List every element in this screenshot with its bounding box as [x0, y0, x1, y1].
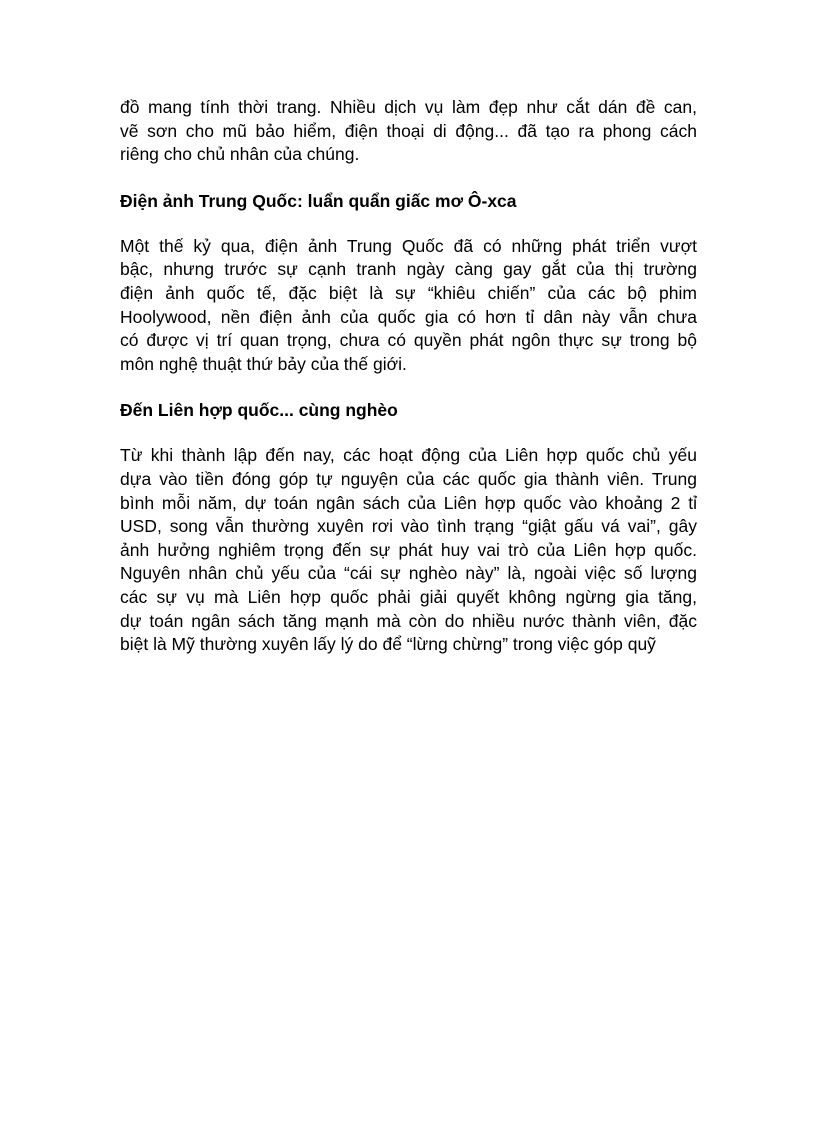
text-line: riêng cho chủ nhân của chúng. [120, 144, 360, 165]
text-line: dựa vào tiền đóng góp tự nguyện của các quốc gia thành viên. Trung [120, 468, 697, 489]
text-line: Nguyên nhân chủ yếu của “cái sự nghèo này” là, ngoài việc số lượng [120, 563, 697, 584]
text-line: Từ khi thành lập đến nay, các hoạt động của Liên hợp quốc chủ yếu [120, 445, 697, 466]
text-line: Hoolywood, nền điện ảnh của quốc gia có hơn tỉ dân này vẫn chưa [120, 306, 697, 327]
text-line: vẽ sơn cho mũ bảo hiểm, điện thoại di động... đã tạo ra phong cách [120, 120, 697, 141]
section-heading-united-nations: Đến Liên hợp quốc... cùng nghèo [120, 400, 398, 421]
text-line: các sự vụ mà Liên hợp quốc phải giải quyết không ngừng gia tăng, [120, 586, 697, 607]
text-line: biệt là Mỹ thường xuyên lấy lý do để “lừng chừng” trong việc góp quỹ [120, 634, 656, 655]
section-paragraph-chinese-cinema [120, 235, 697, 377]
text-line: USD, song vẫn thường xuyên rơi vào tình trạng “giật gấu vá vai”, gây [120, 516, 697, 537]
text-line: bậc, nhưng trước sự cạnh tranh ngày càng gay gắt của thị trường [120, 259, 697, 280]
text-line: ảnh hưởng nghiêm trọng đến sự phát huy vai trò của Liên hợp quốc. [120, 539, 697, 560]
text-line: Một thế kỷ qua, điện ảnh Trung Quốc đã có những phát triển vượt [120, 235, 697, 256]
section-heading-chinese-cinema: Điện ảnh Trung Quốc: luẩn quẩn giấc mơ Ô-xca [120, 190, 517, 211]
intro-paragraph [120, 96, 697, 167]
section-paragraph-united-nations [120, 444, 697, 656]
text-line: dự toán ngân sách tăng mạnh mà còn do nhiều nước thành viên, đặc [120, 610, 697, 631]
text-line: đồ mang tính thời trang. Nhiều dịch vụ làm đẹp như cắt dán đề can, [120, 97, 697, 117]
text-line: bình mỗi năm, dự toán ngân sách của Liên hợp quốc vào khoảng 2 tỉ [120, 492, 697, 513]
text-line: điện ảnh quốc tế, đặc biệt là sự “khiêu chiến” của các bộ phim [120, 282, 697, 303]
text-line: có được vị trí quan trọng, chưa có quyền phát ngôn thực sự trong bộ [120, 330, 697, 351]
document-page [120, 96, 697, 657]
text-line: môn nghệ thuật thứ bảy của thế giới. [120, 353, 407, 374]
